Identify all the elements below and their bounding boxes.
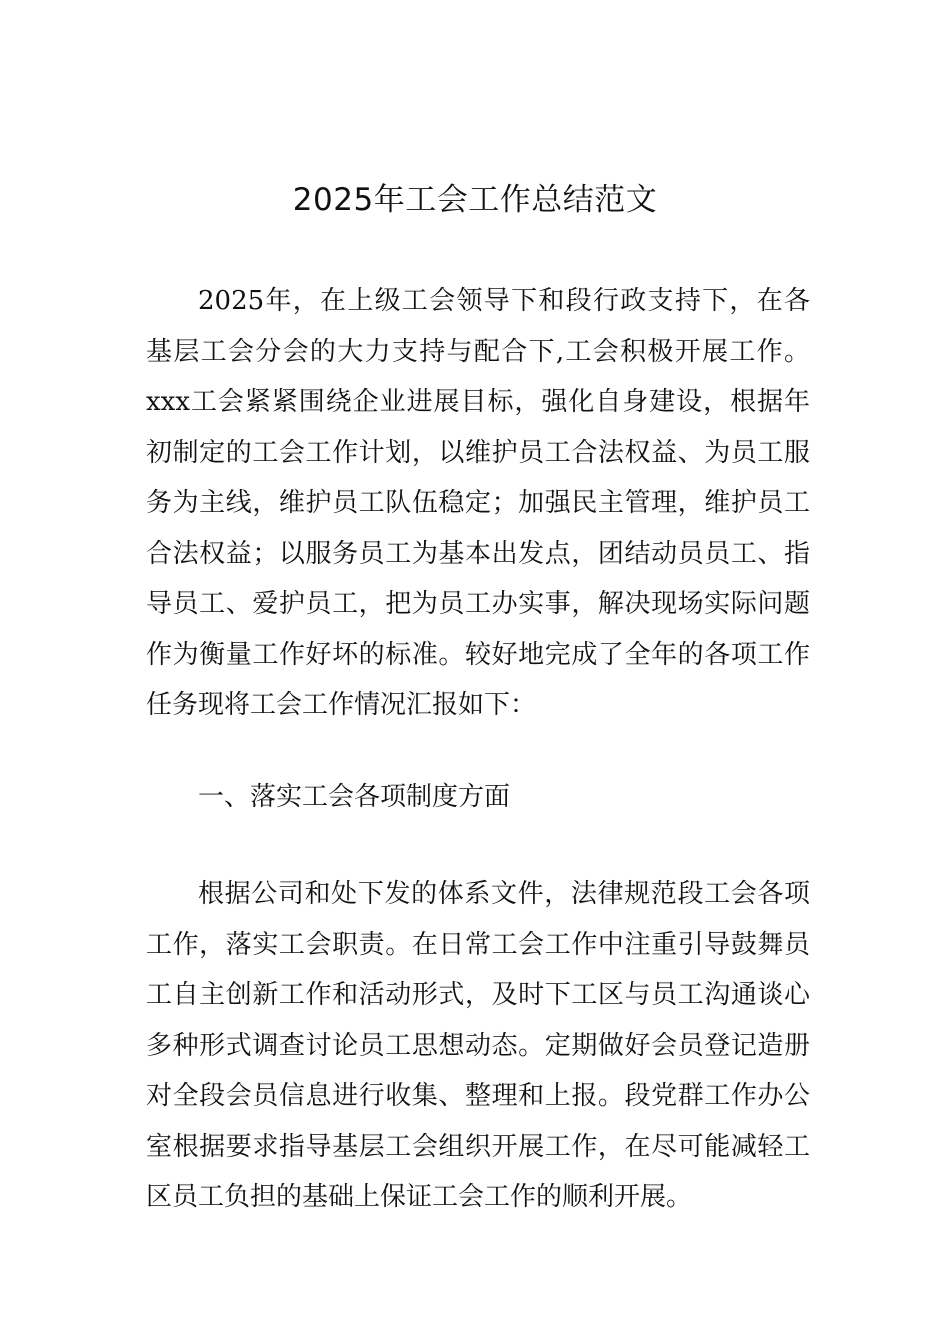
- intro-paragraph: 2025年，在上级工会领导下和段行政支持下，在各基层工会分会的大力支持与配合下,工会积极开展工作。xxx工会紧紧围绕企业进展目标，强化自身建设，根据年初制定的工会工作计划，以维护员工合法权益、为员工服务为主线，维护员工队伍稳定；加强民主管理，维护员工合法权益；以服务员工为基本出发点，团结动员员工、指导员工、爱护员工，把为员工办实事，解决现场实际问题作为衡量工作好坏的标准。较好地完成了全年的各项工作任务现将工会工作情况汇报如下：: [146, 286, 810, 720]
- section-paragraph: 根据公司和处下发的体系文件，法律规范段工会各项工作，落实工会职责。在日常工会工作中注重引导鼓舞员工自主创新工作和活动形式，及时下工区与员工沟通谈心多种形式调查讨论员工思想动态。定期做好会员登记造册对全段会员信息进行收集、整理和上报。段党群工作办公室根据要求指导基层工会组织开展工作，在尽可能减轻工区员工负担的基础上保证工会工作的顺利开展。: [146, 879, 810, 1212]
- document-title: 2025年工会工作总结范文: [292, 182, 658, 218]
- section-heading: 一、落实工会各项制度方面: [198, 782, 511, 812]
